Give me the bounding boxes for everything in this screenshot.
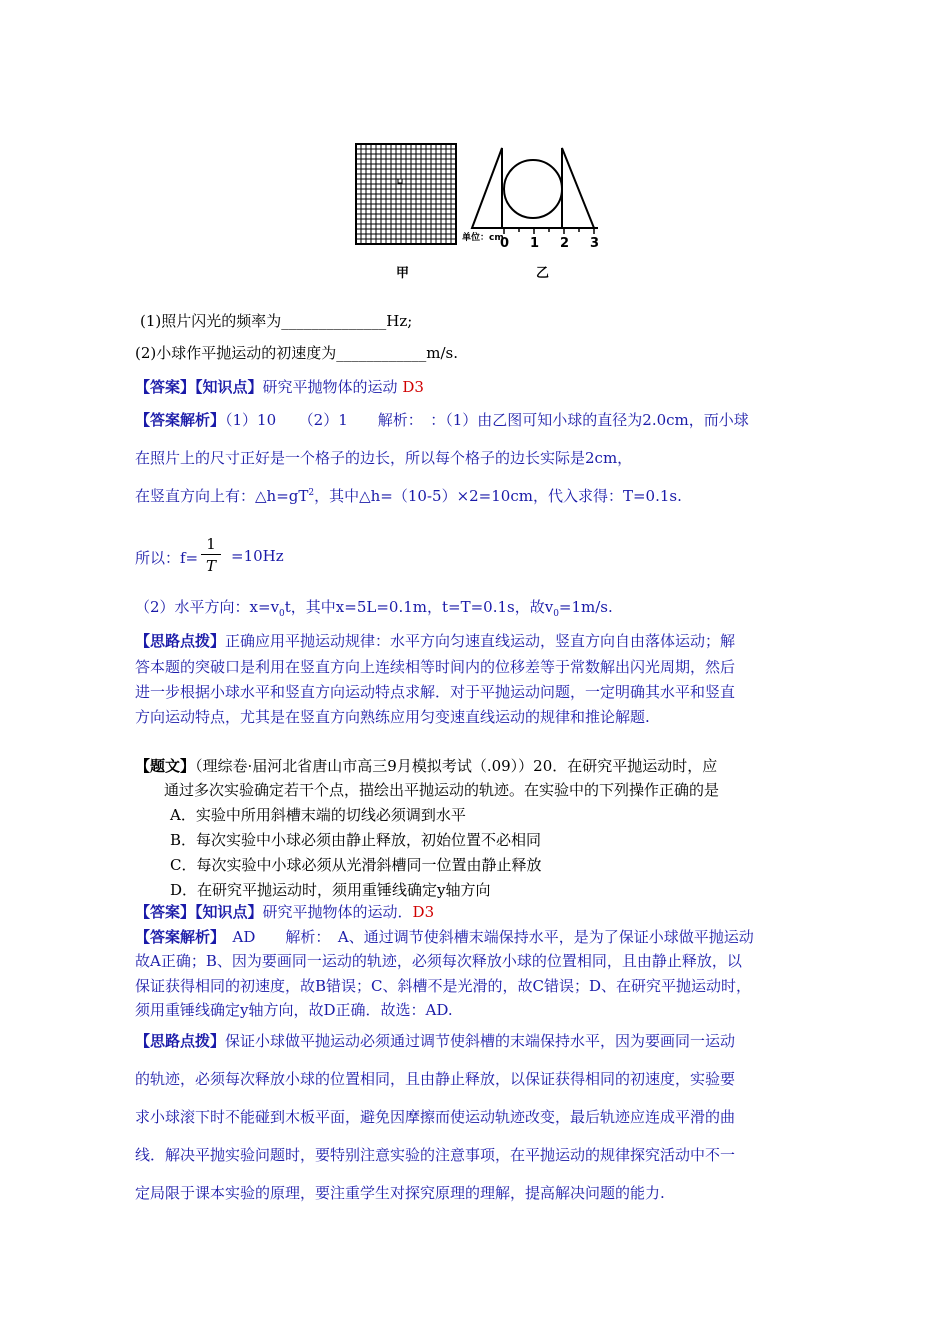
formula-text: 在竖直方向上有：△h=gT	[135, 487, 309, 505]
analysis-1-line-1	[135, 409, 749, 430]
right-triangle	[562, 148, 594, 228]
ball-mark	[398, 179, 402, 183]
answer-tag: 【答案】	[135, 903, 196, 921]
question-2-text: (2)小球作平抛运动的初速度为	[135, 344, 337, 362]
ruler-tick-label-1: 1	[530, 236, 540, 251]
option-c: C．每次实验中小球必须从光滑斜槽同一位置由静止释放	[170, 856, 542, 874]
formula-suffix: =10Hz	[231, 547, 284, 565]
analysis-1-line-3	[135, 485, 682, 506]
fraction	[201, 535, 221, 576]
subscript-2: 0	[553, 609, 559, 619]
question-2-blank: ____________	[336, 344, 427, 362]
fraction-bar	[201, 554, 221, 555]
part2-text-c: =1m/s.	[558, 598, 613, 616]
tip-2-line-3: 求小球滚下时不能碰到木板平面，避免因摩擦而使运动轨迹改变，最后轨迹应连成平滑的曲	[135, 1108, 736, 1126]
formula-text-2: ，其中△h=（10-5）×2=10cm，代入求得：T=0.1s.	[314, 487, 682, 505]
subscript-1: 0	[279, 609, 285, 619]
analysis-1-line-2: 在照片上的尺寸正好是一个格子的边长，所以每个格子的边长实际是2cm，	[135, 449, 633, 467]
answer-line-1	[135, 376, 424, 397]
analysis-2-line-4: 须用重锤线确定y轴方向，故D正确．故选：AD.	[135, 1001, 453, 1019]
analysis-2-line-2: 故A正确；B、因为要画同一运动的轨迹，必须每次释放小球的位置相同，且由静止释放，以	[135, 952, 742, 970]
tip-2-line-5: 定局限于课本实验的原理，要注重学生对探究原理的理解，提高解决问题的能力.	[135, 1184, 665, 1202]
tip-text: 保证小球做平抛运动必须通过调节使斜槽的末端保持水平，因为要画同一运动	[225, 1032, 736, 1050]
analysis-2-line-1	[135, 926, 754, 947]
photo-grid	[356, 144, 456, 244]
stem-line-2: 通过多次实验确定若干个点，描绘出平抛运动的轨迹。在实验中的下列操作正确的是	[164, 781, 720, 799]
question-1-blank: ______________	[281, 312, 387, 330]
ball-circle	[504, 160, 562, 218]
question-1-text: (1)照片闪光的频率为	[140, 312, 282, 330]
analysis-1-part-2	[135, 596, 613, 619]
stem-line-1	[135, 755, 717, 776]
left-triangle	[472, 148, 502, 228]
tip-2-line-2: 的轨迹，必须每次释放小球的位置相同，且由静止释放，以保证获得相同的初速度，实验要	[135, 1070, 736, 1088]
part2-text-a: （2）水平方向：x=v	[135, 598, 280, 616]
tip-2-line-1	[135, 1030, 735, 1051]
stem-text: （理综卷·届河北省唐山市高三9月模拟考试（.09））20．在研究平抛运动时，应	[195, 757, 718, 775]
tip-1-line-1	[135, 630, 735, 651]
fraction-denominator: T	[205, 557, 216, 575]
answer-line-2	[135, 901, 434, 922]
question-1	[140, 310, 412, 331]
knowledge-text: 研究平抛物体的运动	[262, 378, 398, 396]
knowledge-code: D3	[402, 378, 424, 396]
knowledge-tag: 【知识点】	[195, 903, 263, 921]
tip-2-line-4: 线．解决平抛实验问题时，要特别注意实验的注意事项，在平抛运动的规律探究活动中不一	[135, 1146, 736, 1164]
question-2	[135, 342, 458, 363]
figure-label-right: 乙	[536, 266, 550, 281]
figure-label-left: 甲	[396, 266, 410, 281]
figure	[350, 138, 610, 283]
answer-tag: 【答案】	[135, 378, 196, 396]
formula-prefix: 所以：f=	[135, 549, 199, 567]
analysis-tag: 【答案解析】	[135, 411, 226, 429]
option-d: D．在研究平抛运动时，须用重锤线确定y轴方向	[170, 881, 491, 899]
knowledge-tag: 【知识点】	[195, 378, 263, 396]
fraction-numerator: 1	[206, 535, 216, 553]
part2-text-b: t，其中x=5L=0.1m，t=T=0.1s，故v	[284, 598, 554, 616]
tip-tag: 【思路点拨】	[135, 632, 226, 650]
ruler-tick-label-3: 3	[590, 236, 600, 251]
analysis-text: （1）10 （2）1 解析： ：（1）由乙图可知小球的直径为2.0cm，而小球	[225, 411, 749, 429]
tip-1-line-4: 方向运动特点，尤其是在竖直方向熟练应用匀变速直线运动的规律和推论解题.	[135, 708, 650, 726]
stem-tag: 【题文】	[135, 757, 196, 775]
knowledge-text: 研究平抛物体的运动．	[262, 903, 413, 921]
analysis-text: AD 解析： A、通过调节使斜槽末端保持水平，是为了保证小球做平抛运动	[217, 928, 754, 946]
option-a: A．实验中所用斜槽末端的切线必须调到水平	[170, 806, 466, 824]
tip-1-line-3: 进一步根据小球水平和竖直方向运动特点求解．对于平抛运动问题，一定明确其水平和竖直	[135, 683, 736, 701]
option-b: B．每次实验中小球必须由静止释放，初始位置不必相同	[170, 831, 542, 849]
question-1-unit: Hz;	[386, 312, 413, 330]
unit-label: 单位：cm	[462, 233, 504, 243]
tip-tag: 【思路点拨】	[135, 1032, 226, 1050]
frequency-formula	[135, 535, 335, 585]
analysis-tag: 【答案解析】	[135, 928, 218, 946]
superscript: 2	[308, 488, 315, 498]
ruler-tick-label-2: 2	[560, 236, 570, 251]
analysis-2-line-3: 保证获得相同的初速度，故B错误；C、斜槽不是光滑的，故C错误；D、在研究平抛运动时，	[135, 977, 752, 995]
knowledge-code: D3	[412, 903, 435, 921]
ruler-tick-label-0: 0	[500, 236, 510, 251]
tip-1-line-2: 答本题的突破口是利用在竖直方向上连续相等时间内的位移差等于常数解出闪光周期，然后	[135, 658, 736, 676]
tip-text: 正确应用平抛运动规律：水平方向匀速直线运动，竖直方向自由落体运动；解	[225, 632, 736, 650]
figure-diagram	[350, 138, 610, 283]
question-2-unit: m/s.	[426, 344, 458, 362]
